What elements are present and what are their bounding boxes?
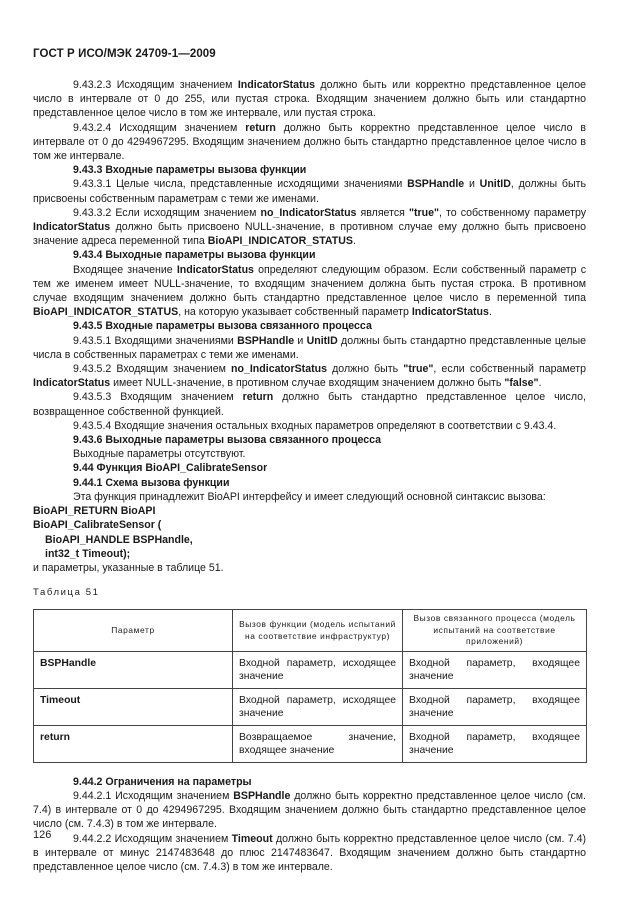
table-cell-function: Возвращаемое значение, входящее значение [233, 725, 403, 762]
table-cell-param: return [34, 725, 233, 762]
section-heading-9-43-4: 9.43.4 Выходные параметры вызова функции [73, 249, 316, 262]
paragraph-9-43-5-1: 9.43.5.1 Входящими значениями BSPHandle и UnitID должны быть стандартно представленные целые числа в собственных параметрах с теми же именами. [33, 334, 586, 361]
paragraph-9-43-5-3: 9.43.5.3 Входящим значением return должно быть стандартно представленное целое число, возвращенное собственной функцией. [33, 391, 586, 418]
section-heading-9-43-3: 9.43.3 Входные параметры вызова функции [73, 164, 307, 177]
paragraph-9-43-6: Выходные параметры отсутствуют. [73, 448, 246, 461]
table-cell-function: Входной параметр, исходящее значение [233, 688, 403, 725]
section-heading-9-44: 9.44 Функция BioAPI_CalibrateSensor [73, 462, 268, 475]
paragraph-9-43-3-1: 9.43.3.1 Целые числа, представленные исходящими значениями BSPHandle и UnitID, должны быть присвоены собственным параметрам с теми же именами. [33, 178, 586, 205]
paragraph-9-43-4: Входящее значение IndicatorStatus определяют следующим образом. Если собственный параметр с тем же именем имеет NULL-значение, то входящим значением должна быть пустая строка. В противном случае входящим значением должно быть стандартно представленное целое число в переменной типа BioAPI_INDICATOR_STATUS, на которую указывает собственный параметр IndicatorStatus. [33, 263, 586, 319]
paragraph-9-44-2-2: 9.44.2.2 Исходящим значением Timeout должно быть корректно представленное целое число (см. 7.4) в интервале от минус 2147483648 до плюс 2147483647. Входящим значением должно быть стандартно представленное целое число (см. 7.4.3) в том же интервале. [33, 832, 586, 874]
table-cell-process: Входной параметр, входящее значение [403, 725, 587, 762]
code-line-1: BioAPI_RETURN BioAPI [33, 505, 156, 518]
section-heading-9-43-6: 9.43.6 Выходные параметры вызова связанного процесса [73, 434, 382, 447]
paragraph-9-43-5-4: 9.43.5.4 Входящие значения остальных входных параметров определяют в соответствии с 9.43.4. [73, 419, 557, 432]
code-line-2: BioAPI_CalibrateSensor ( [33, 519, 162, 532]
section-heading-9-44-2: 9.44.2 Ограничения на параметры [73, 775, 252, 788]
paragraph-9-44-1: Эта функция принадлежит BioAPI интерфейсу и имеет следующий основной синтаксис вызова: [73, 490, 546, 503]
table-row [34, 688, 587, 725]
paragraph-9-43-2-3: 9.43.2.3 Исходящим значением IndicatorStatus должно быть или корректно представленное целое число в интервале от 0 до 255, или пустая строка. Входящим значением должно быть или стандартно представленное целое число в том же интервале, или пустая строка. [33, 79, 587, 120]
section-heading-9-44-1: 9.44.1 Схема вызова функции [73, 476, 230, 489]
page-body [33, 78, 586, 874]
code-block [33, 504, 586, 561]
paragraph-9-43-5-2: 9.43.5.2 Входящим значением no_IndicatorStatus должно быть "true", если собственный параметр IndicatorStatus имеет NULL-значение, в противном случае входящим значением должно быть "false". [33, 363, 587, 390]
page-number: 126 [33, 829, 52, 841]
table-row [34, 651, 587, 688]
table-caption: Таблица 51 [33, 587, 100, 599]
paragraph-9-43-2-4: 9.43.2.4 Исходящим значением return должно быть корректно представленное целое число в интервале от 0 до 4294967295. Входящим значением должно быть стандартно представленное целое число в том же интервале. [33, 121, 587, 163]
table-cell-param: Timeout [34, 688, 233, 725]
table-cell-process: Входной параметр, входящее значение [403, 651, 587, 688]
table-cell-function: Входной параметр, исходящее значение [233, 651, 403, 688]
table-cell-process: Входной параметр, входящее значение [403, 688, 587, 725]
parameters-table [33, 609, 587, 763]
table-header-row [34, 610, 587, 652]
table-header-cell: Вызов связанного процесса (модель испытаний на соответствие приложений) [403, 610, 587, 652]
table-cell-param: BSPHandle [34, 651, 233, 688]
paragraph-9-44-2-1: 9.44.2.1 Исходящим значением BSPHandle должно быть корректно представленное целое число (см. 7.4) в интервале от 0 до 4294967295. Входящим значением должно быть стандартно представленное целое число (см. 7.4.3) в том же интервале. [33, 790, 587, 831]
document-header: ГОСТ Р ИСО/МЭК 24709-1—2009 [33, 48, 216, 60]
paragraph-table-ref: и параметры, указанные в таблице 51. [33, 561, 224, 574]
section-heading-9-43-5: 9.43.5 Входные параметры вызова связанного процесса [73, 320, 372, 333]
table-header-cell: Параметр [34, 610, 233, 652]
table-header-cell: Вызов функции (модель испытаний на соответствие инфраструктур) [233, 610, 403, 652]
paragraph-9-43-3-2: 9.43.3.2 Если исходящим значением no_IndicatorStatus является "true", то собственному параметру IndicatorStatus должно быть присвоено NULL-значение, в противном случае ему должно быть присвоено значение адреса переменной типа BioAPI_INDICATOR_STATUS. [33, 206, 587, 248]
table-row [34, 725, 587, 762]
code-line-3: BioAPI_HANDLE BSPHandle, [45, 533, 193, 546]
code-line-4: int32_t Timeout); [45, 547, 131, 560]
